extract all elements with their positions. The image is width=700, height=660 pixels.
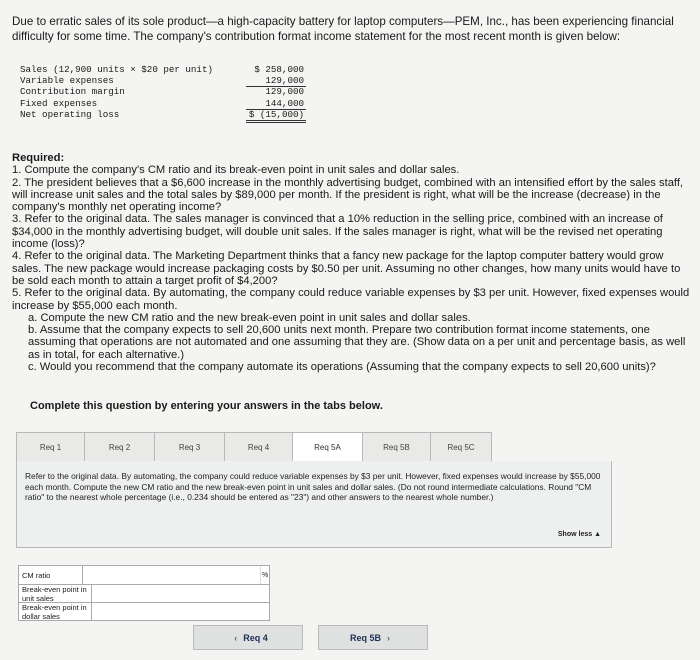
percent-unit: % <box>261 566 269 584</box>
tab-req-5b[interactable]: Req 5B <box>362 432 430 462</box>
statement-label: Net operating loss <box>20 108 120 120</box>
statement-value: 144,000 <box>265 97 304 109</box>
complete-instruction: Complete this question by entering your answers in the tabs below. <box>30 400 383 412</box>
requirement-item: 1. Compute the company's CM ratio and its break-even point in unit sales and dollar sales. <box>12 164 460 177</box>
row-label: CM ratio <box>19 566 83 584</box>
panel-instructions: Refer to the original data. By automating, the company could reduce variable expenses by $3 per unit. However, fixed expenses would increase by $55,000 each month. Compute the new CM ratio and the new break-even point in unit sales and dollar sales. (Do not round intermediate calculations. Round "CM ratio" to the nearest whole percentage (i.e., 0.234 should be entered as "23") and other answers to the nearest whole number.) <box>25 471 601 502</box>
tab-req-1[interactable]: Req 1 <box>16 432 84 462</box>
previous-req-button[interactable] <box>193 625 303 650</box>
statement-double-rule <box>246 122 306 123</box>
answer-table <box>18 565 270 621</box>
row-label: Break-even point in dollar sales <box>19 603 92 620</box>
statement-value: 129,000 <box>265 75 304 87</box>
requirement-subitem: c. Would you recommend that the company automate its operations (Assuming that the company expects to sell 20,600 units)? <box>28 361 656 374</box>
statement-value: $ (15,000) <box>248 108 304 120</box>
statement-label: Sales (12,900 units × $20 per unit) <box>20 64 213 75</box>
tab-req-3[interactable]: Req 3 <box>154 432 224 462</box>
requirement-subitem: b. Assume that the company expects to sell 20,600 units next month. Prepare two contribution format income statements, one assuming that operations are not automated and one assuming that they are. (Show data on a per unit and percentage basis, as well as in total, for each alternative.) <box>28 324 686 361</box>
break-even-dollars-input[interactable] <box>92 603 269 620</box>
tab-req-4[interactable]: Req 4 <box>224 432 292 462</box>
statement-label: Contribution margin <box>20 86 125 98</box>
show-less-toggle[interactable]: Show less ▲ <box>557 531 601 538</box>
requirement-item: 5. Refer to the original data. By automating, the company could reduce variable expenses by $3 per unit. However, fixed expenses would increase by $55,000 each month. <box>12 287 690 312</box>
requirement-item: 3. Refer to the original data. The sales manager is convinced that a 10% reduction in the selling price, combined with an increase of $34,000 in the monthly advertising budget, will double unit sales. If the sales manager is right, what will be the revised net operating income (loss)? <box>12 213 663 251</box>
req-5a-panel <box>16 461 612 548</box>
break-even-units-input[interactable] <box>92 585 269 602</box>
table-row <box>19 566 269 584</box>
chevron-left-icon: ‹ <box>234 632 238 643</box>
table-row <box>19 584 269 602</box>
previous-req-label: Req 4 <box>243 632 268 643</box>
statement-value: 129,000 <box>265 86 304 98</box>
row-label: Break-even point in unit sales <box>19 585 92 602</box>
statement-label: Variable expenses <box>20 75 114 87</box>
statement-double-rule <box>246 120 306 121</box>
table-row <box>19 602 269 620</box>
statement-label: Fixed expenses <box>20 97 98 109</box>
requirement-item: 4. Refer to the original data. The Marketing Department thinks that a fancy new package for the laptop computer battery would grow sales. The new package would increase packaging costs by $0.50 per unit. Assuming no other changes, how many units would have to be sold each month to attain a target profit of $4,200? <box>12 250 681 287</box>
next-req-label: Req 5B <box>349 632 381 643</box>
chevron-right-icon: › <box>387 632 390 643</box>
requirement-subitem: a. Compute the new CM ratio and the new break-even point in unit sales and dollar sales. <box>28 311 471 324</box>
tab-req-5a[interactable]: Req 5A <box>292 432 362 462</box>
requirement-item: 2. The president believes that a $6,600 increase in the monthly advertising budget, combined with an intensified effort by the sales staff, will increase unit sales and the total sales by $89,000 per month. If the president is right, what will be the increase (decrease) in the company's monthly net operating income? <box>12 176 684 214</box>
requirement-tabs <box>16 432 612 462</box>
tab-req-5c[interactable]: Req 5C <box>430 432 492 462</box>
cm-ratio-input[interactable] <box>83 566 261 584</box>
requirements <box>12 152 690 373</box>
next-req-button[interactable] <box>318 625 428 650</box>
statement-value: $ 258,000 <box>254 64 304 75</box>
requirements-heading: Required: <box>12 152 65 164</box>
tab-req-2[interactable]: Req 2 <box>84 432 154 462</box>
problem-intro: Due to erratic sales of its sole product—a high-capacity battery for laptop computers—PEM, Inc., has been experiencing financial difficulty for some time. The company's contribution format income statement for the most recent month is given below: <box>12 15 674 43</box>
